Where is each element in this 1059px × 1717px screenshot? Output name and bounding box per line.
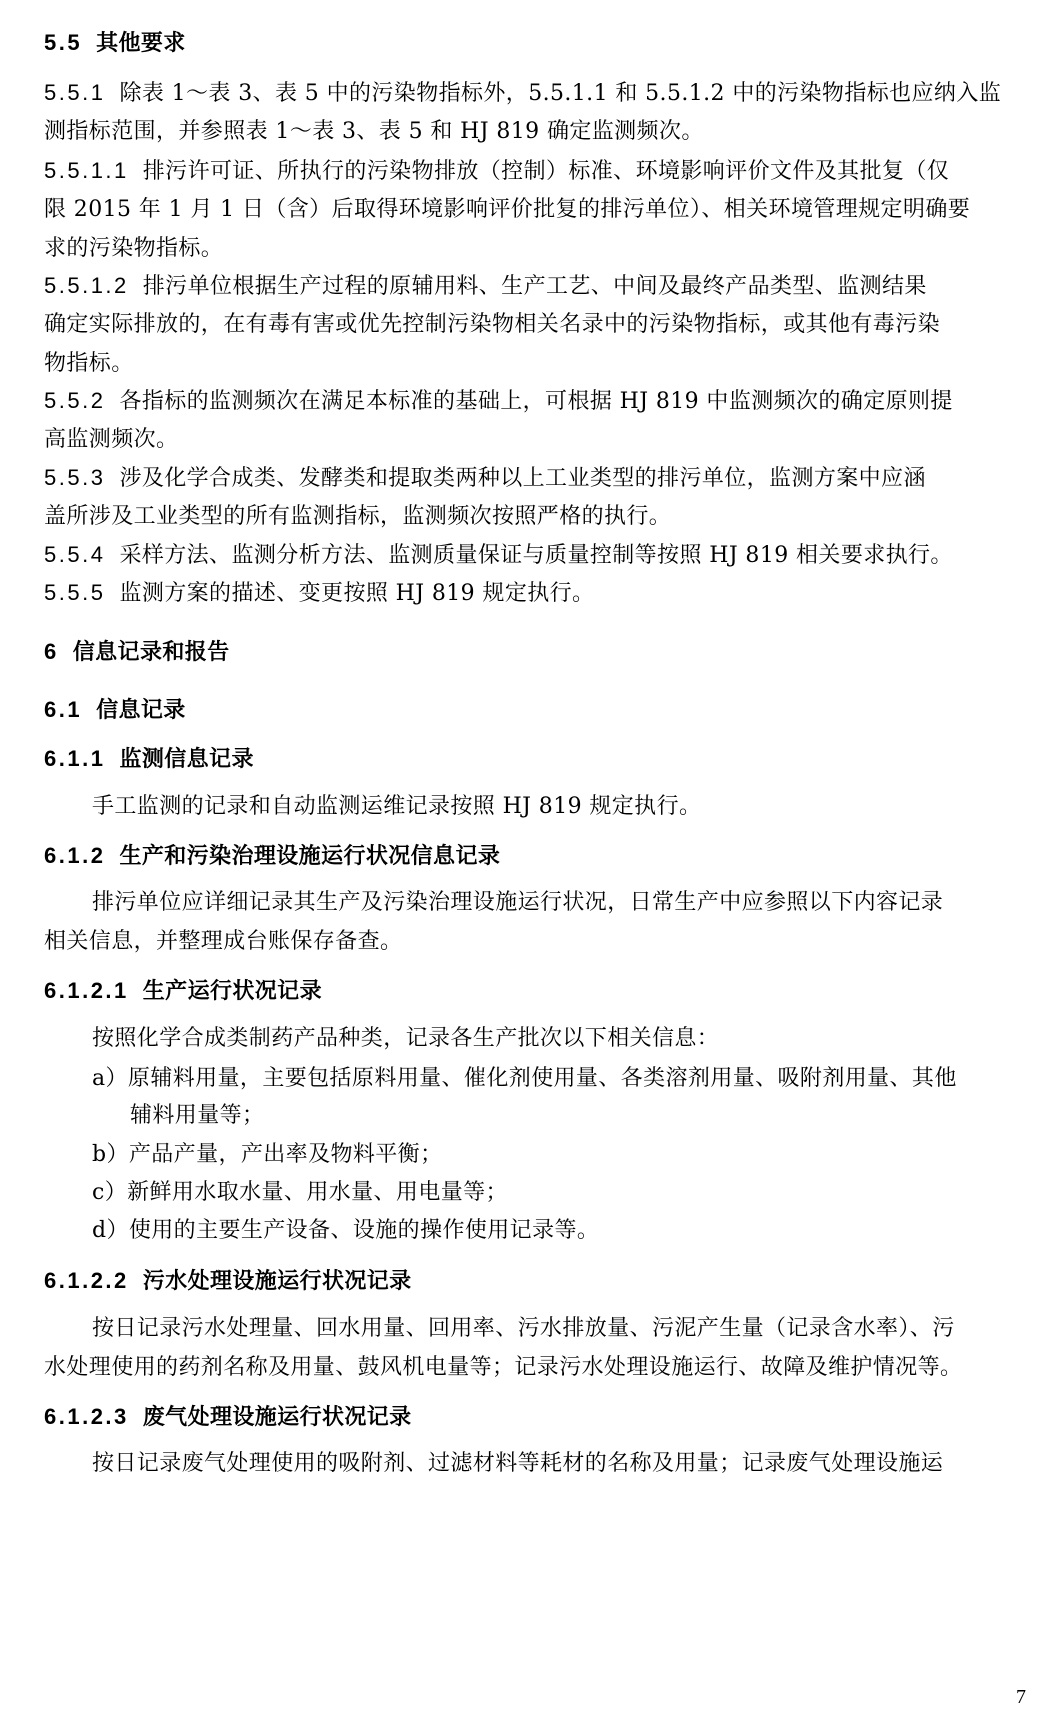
section-6-heading: 6 信息记录和报告 [44, 639, 230, 665]
section-5-5-heading: 5.5 其他要求 [44, 30, 186, 56]
para-5-5-3-line2: 盖所涉及工业类型的所有监测指标，监测频次按照严格的执行。 [44, 504, 672, 529]
section-6-1-2-1-heading: 6.1.2.1 生产运行状况记录 [44, 978, 322, 1004]
list-item-c: c）新鲜用水取水量、用水量、用电量等； [92, 1180, 508, 1205]
list-item-d: d）使用的主要生产设备、设施的操作使用记录等。 [92, 1218, 600, 1243]
para-6-1-1: 手工监测的记录和自动监测运维记录按照 HJ 819 规定执行。 [92, 794, 702, 819]
para-5-5-1-2-line1: 5.5.1.2 排污单位根据生产过程的原辅用料、生产工艺、中间及最终产品类型、监测结果 [44, 273, 927, 299]
para-5-5-1-2-line3: 物指标。 [44, 351, 134, 376]
para-6-1-2-line2: 相关信息，并整理成台账保存备查。 [44, 929, 403, 954]
para-6-1-2-line1: 排污单位应详细记录其生产及污染治理设施运行状况，日常生产中应参照以下内容记录 [92, 890, 944, 915]
section-6-1-1-heading: 6.1.1 监测信息记录 [44, 746, 254, 772]
section-6-1-2-2-heading: 6.1.2.2 污水处理设施运行状况记录 [44, 1268, 412, 1294]
list-item-a-cont: 辅料用量等； [130, 1103, 265, 1128]
page-number: 7 [1016, 1686, 1026, 1708]
para-5-5-1-1-line1: 5.5.1.1 排污许可证、所执行的污染物排放（控制）标准、环境影响评价文件及其批复（仅 [44, 158, 950, 184]
para-6-1-2-2-line1: 按日记录污水处理量、回水用量、回用率、污水排放量、污泥产生量（记录含水率）、污 [92, 1316, 955, 1341]
para-5-5-3-line1: 5.5.3 涉及化学合成类、发酵类和提取类两种以上工业类型的排污单位，监测方案中应涵 [44, 465, 926, 491]
section-6-1-heading: 6.1 信息记录 [44, 697, 186, 723]
para-5-5-2-line2: 高监测频次。 [44, 427, 179, 452]
para-6-1-2-1: 按照化学合成类制药产品种类，记录各生产批次以下相关信息： [92, 1026, 720, 1051]
para-5-5-1-1-line2: 限 2015 年 1 月 1 日（含）后取得环境影响评价批复的排污单位）、相关环境管理规定明确要 [44, 197, 971, 222]
para-6-1-2-3-line1: 按日记录废气处理使用的吸附剂、过滤材料等耗材的名称及用量；记录废气处理设施运 [92, 1451, 944, 1476]
para-5-5-5: 5.5.5 监测方案的描述、变更按照 HJ 819 规定执行。 [44, 580, 595, 606]
para-6-1-2-2-line2: 水处理使用的药剂名称及用量、鼓风机电量等；记录污水处理设施运行、故障及维护情况等。 [44, 1355, 963, 1380]
para-5-5-2-line1: 5.5.2 各指标的监测频次在满足本标准的基础上，可根据 HJ 819 中监测频次的确定原则提 [44, 388, 953, 414]
para-5-5-1-1-line3: 求的污染物指标。 [44, 236, 224, 261]
section-6-1-2-heading: 6.1.2 生产和污染治理设施运行状况信息记录 [44, 843, 501, 869]
para-5-5-4: 5.5.4 采样方法、监测分析方法、监测质量保证与质量控制等按照 HJ 819 相关要求执行。 [44, 542, 953, 568]
para-5-5-1-2-line2: 确定实际排放的，在有毒有害或优先控制污染物相关名录中的污染物指标，或其他有毒污染 [44, 312, 941, 337]
section-6-1-2-3-heading: 6.1.2.3 废气处理设施运行状况记录 [44, 1404, 412, 1430]
para-5-5-1-line1: 5.5.1 除表 1～表 3、表 5 中的污染物指标外，5.5.1.1 和 5.5.1.2 中的污染物指标也应纳入监 [44, 80, 1002, 106]
list-item-b: b）产品产量，产出率及物料平衡； [92, 1142, 443, 1167]
list-item-a: a）原辅料用量，主要包括原料用量、催化剂使用量、各类溶剂用量、吸附剂用量、其他 [92, 1066, 957, 1091]
para-5-5-1-line2: 测指标范围，并参照表 1～表 3、表 5 和 HJ 819 确定监测频次。 [44, 119, 704, 144]
